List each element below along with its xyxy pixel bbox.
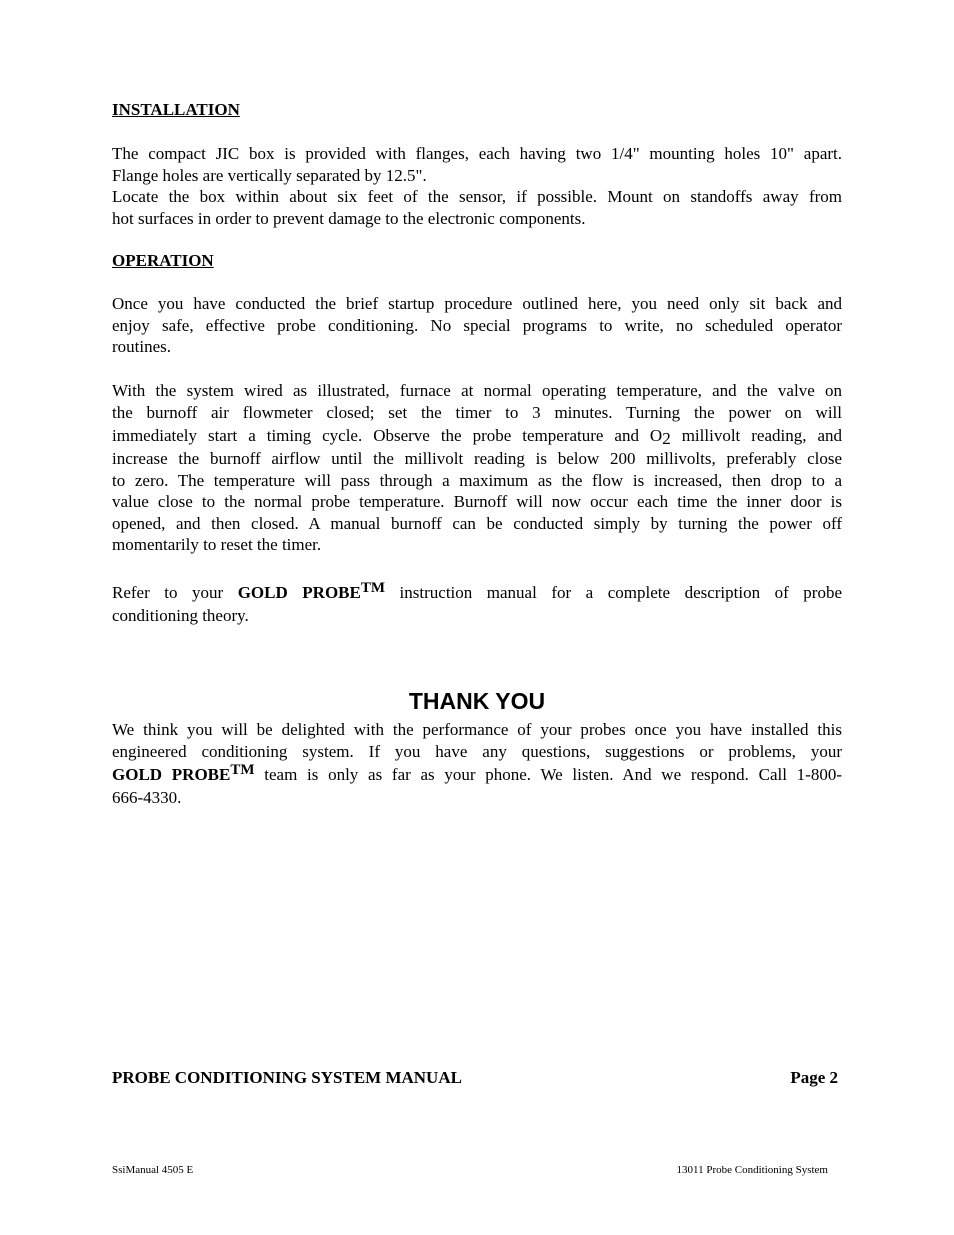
- text-line: [112, 762, 842, 787]
- text-line: conditioning theory.: [112, 606, 249, 625]
- text-line: Flange holes are vertically separated by 12.5".: [112, 165, 427, 185]
- text-segment: immediately start a timing cycle. Observe the probe temperature and O: [112, 426, 663, 445]
- text-line: the burnoff air flowmeter closed; set the timer to 3 minutes. Turning the power on will: [112, 402, 842, 422]
- text-line: The compact JIC box is provided with flanges, each having two 1/4" mounting holes 10" apart.: [112, 144, 842, 163]
- trademark: TM: [360, 580, 386, 596]
- thank-you-paragraph: [112, 719, 842, 809]
- text-line: hot surfaces in order to prevent damage to the electronic components.: [112, 208, 586, 228]
- text-segment: instruction manual for a complete description of probe: [385, 583, 843, 602]
- text-line: [112, 581, 842, 605]
- installation-paragraph: [112, 143, 842, 229]
- operation-paragraph-1: [112, 293, 842, 358]
- text-line: value close to the normal probe temperature. Burnoff will now occur each time the inner door is: [112, 492, 842, 511]
- operation-paragraph-2: [112, 380, 842, 556]
- text-line: increase the burnoff airflow until the millivolt reading is below 200 millivolts, preferably close: [112, 449, 842, 468]
- text-line: to zero. The temperature will pass through a maximum as the flow is increased, then drop to a: [112, 470, 842, 490]
- text-line: enjoy safe, effective probe conditioning. No special programs to write, no scheduled operator: [112, 315, 842, 335]
- text-line: opened, and then closed. A manual burnoff can be conducted simply by turning the power off: [112, 513, 842, 533]
- brand-name: GOLD PROBE: [237, 583, 361, 602]
- text-line: Locate the box within about six feet of the sensor, if possible. Mount on standoffs away from: [112, 187, 842, 206]
- system-name: 13011 Probe Conditioning System: [676, 1164, 828, 1176]
- page-number: Page 2: [790, 1068, 838, 1087]
- document-id: SsiManual 4505 E: [112, 1164, 194, 1176]
- operation-paragraph-3: [112, 581, 842, 627]
- installation-heading: INSTALLATION: [112, 100, 240, 119]
- subscript: 2: [662, 429, 671, 448]
- text-line: Once you have conducted the brief startup procedure outlined here, you need only sit back and: [112, 294, 842, 313]
- text-segment: Refer to your: [112, 583, 238, 602]
- trademark: TM: [230, 762, 255, 778]
- text-line: engineered conditioning system. If you have any questions, suggestions or problems, your: [112, 741, 842, 761]
- thank-you-heading: THANK YOU: [408, 688, 546, 714]
- text-line: With the system wired as illustrated, furnace at normal operating temperature, and the valve on: [112, 381, 842, 400]
- operation-heading: OPERATION: [112, 251, 214, 270]
- text-segment: team is only as far as your phone. We listen. And we respond. Call 1-800-: [254, 765, 843, 784]
- text-line: We think you will be delighted with the performance of your probes once you have installed this: [112, 720, 842, 739]
- text-line: 666-4330.: [112, 788, 182, 807]
- text-segment: millivolt reading, and: [670, 426, 842, 445]
- footer-title: PROBE CONDITIONING SYSTEM MANUAL: [112, 1068, 462, 1087]
- text-line: momentarily to reset the timer.: [112, 535, 322, 554]
- text-line: [112, 423, 842, 448]
- brand-name: GOLD PROBE: [112, 765, 231, 784]
- text-line: routines.: [112, 337, 172, 356]
